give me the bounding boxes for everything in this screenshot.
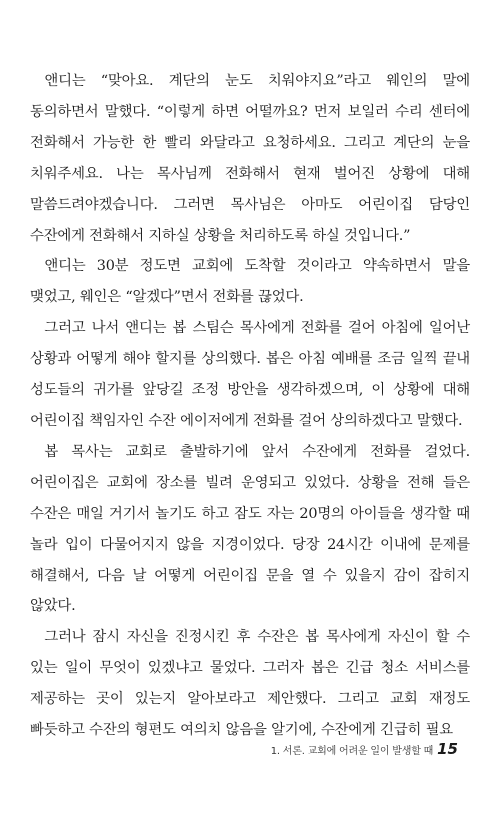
paragraph-2: 앤디는 30분 정도면 교회에 도착할 것이라고 약속하면서 말을 맺었고, 웨인은 “알겠다”면서 전화를 끊었다.: [30, 258, 470, 306]
page-number: 15: [437, 740, 458, 758]
paragraph-4: 봅 목사는 교회로 출발하기에 앞서 수잔에게 전화를 걸었다. 어린이집은 교회에 장소를 빌려 운영되고 있었다. 상황을 전해 들은 수잔은 매일 거기서 놀기도 하고 잠도 자는 20명의 아이들을 생각할 때 놀라 입이 다물어지지 않을 지경이었다. 당장 24시간 이내에 문제를 해결해서, 다음 날 어떻게 어린이집 문을 열 수 있을지 감이 잡히지 않았다.: [30, 443, 470, 615]
paragraph-3: 그러고 나서 앤디는 봅 스팀슨 목사에게 전화를 걸어 아침에 일어난 상황과 어떻게 해야 할지를 상의했다. 봅은 아침 예배를 조금 일찍 끝내 성도들의 귀가를 앞당길 조정 방안을 생각하겠으며, 이 상황에 대해 어린이집 책임자인 수잔 에이저에게 전화를 걸어 상의하겠다고 말했다.: [30, 320, 470, 429]
paragraph-1: 앤디는 “맞아요. 계단의 눈도 치워야지요”라고 웨인의 말에 동의하면서 말했다. “이렇게 하면 어떨까요? 먼저 보일러 수리 센터에 전화해서 가능한 한 빨리 와달라고 요청하세요. 그리고 계단의 눈을 치워주세요. 나는 목사님께 전화해서 현재 벌어진 상황에 대해 말씀드려야겠습니다. 그러면 목사님은 아마도 어린이집 담당인 수잔에게 전화해서 지하실 상황을 처리하도록 하실 것입니다.”: [30, 73, 470, 244]
body-text: [30, 66, 470, 746]
paragraph-5: 그러나 잠시 자신을 진정시킨 후 수잔은 봅 목사에게 자신이 할 수 있는 일이 무엇이 있겠냐고 물었다. 그러자 봅은 긴급 청소 서비스를 제공하는 곳이 있는지 알아보라고 제안했다. 그리고 교회 재정도 빠듯하고 수잔의 형편도 여의치 않음을 알기에, 수잔에게 긴급히 필요: [30, 629, 470, 739]
page-footer: [271, 740, 458, 758]
running-head: 1. 서론. 교회에 어려운 일이 발생할 때: [270, 746, 434, 757]
